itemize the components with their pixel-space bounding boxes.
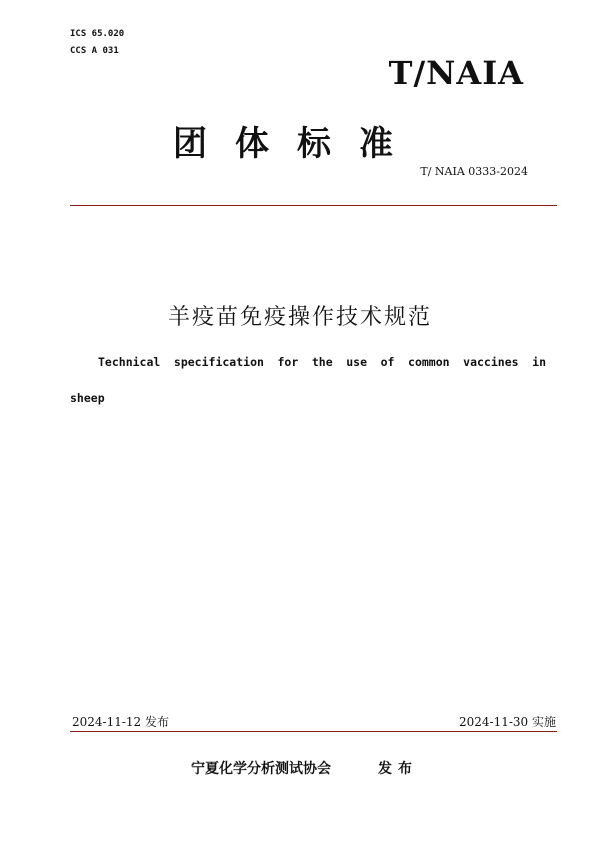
title-chinese: 羊疫苗免疫操作技术规范 xyxy=(167,305,432,330)
standard-number: T/ NAIA 0333-2024 xyxy=(420,165,528,178)
ccs-code: CCS A 031 xyxy=(70,46,119,56)
organization-code: T/NAIA xyxy=(388,54,524,92)
title-english-line-2: sheep xyxy=(70,391,105,405)
issue-label: 发布 xyxy=(378,761,418,777)
title-english-line-1: Technical specification for the use of common vaccines in xyxy=(98,355,546,369)
implement-date: 2024-11-30 实施 xyxy=(458,715,556,729)
ics-code: ICS 65.020 xyxy=(70,29,125,39)
top-divider xyxy=(70,205,557,206)
bottom-divider xyxy=(70,731,557,732)
document-type-heading: 团体标准 xyxy=(173,124,421,164)
issuing-organization: 宁夏化学分析测试协会 xyxy=(191,761,331,777)
publish-date: 2024-11-12 发布 xyxy=(72,715,170,729)
